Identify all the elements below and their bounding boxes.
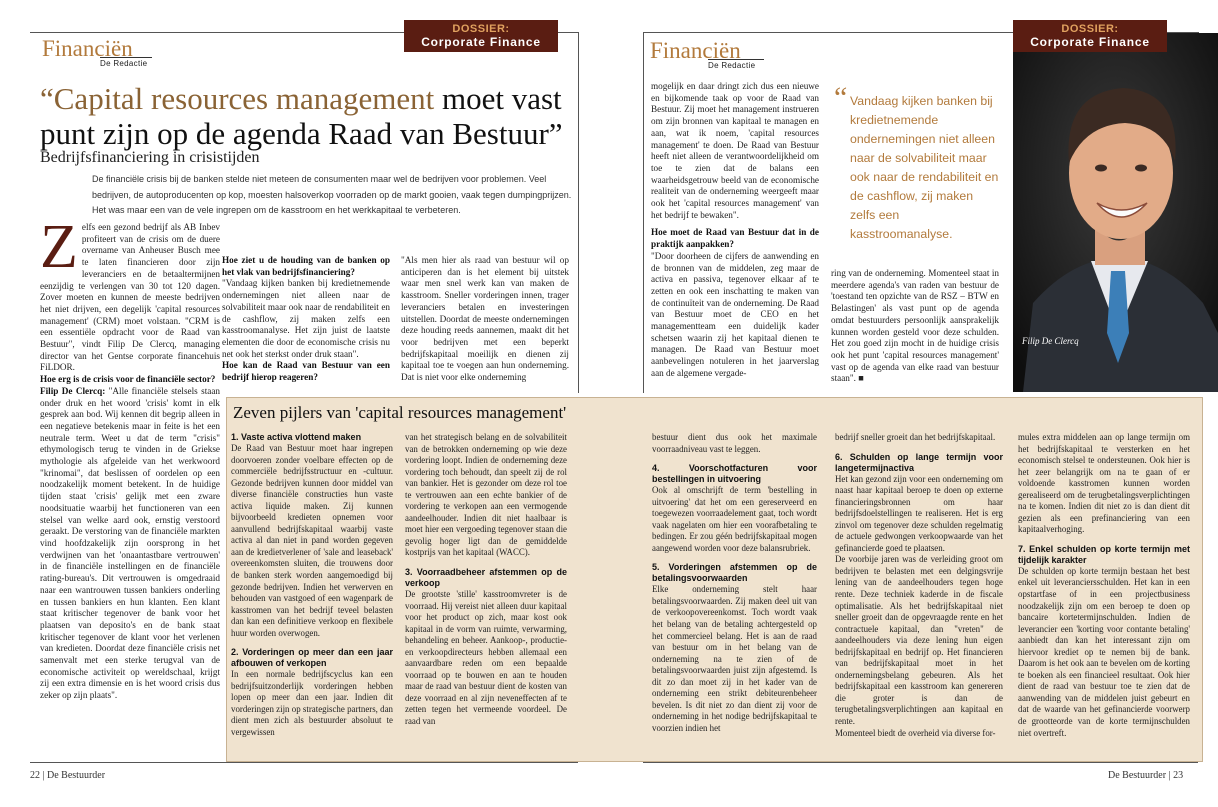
pillar-4-text: Ook al omschrijft de term 'bestelling in uitvoering' dat het om een gereserveerd en toegewezen voorraadelement gaat, toch wordt vaak nagelaten om hier een voorafbetaling te bedingen. Er zou géén bedrijfskapitaal mogen aangewend worden voor deze balansrubriek. xyxy=(652,485,817,553)
right-column-2 xyxy=(831,268,999,385)
section-byline-right: De Redactie xyxy=(708,59,764,70)
pillar-6-text-cont: mules extra middelen aan op lange termijn om het bedrijfskapitaal te versterken en het economisch stelsel te ondersteunen. Ook hier is het zeer belangrijk om na te gaan of er voldoende kasstromen kunnen worden gerealiseerd om de terugbetalingsverplichtingen na te komen. Indien dit niet zo is dan dient dit gezien als een prefinanciering van een kapitaalverhoging. xyxy=(1018,432,1190,535)
rc1-p2: "Door doorheen de cijfers de aanwending en de bronnen van de middelen, zeg maar de activa en passiva, tegenover elkaar af te zetten en ook een inschatting te maken van de continuïteit van de onderneming. De Raad van Bestuur moet de CEO en het managementteam een duidelijk kader schetsen waarin zij het kapitaal dienen te managen. De Raad van Bestuur moet aanbevelingen notuleren in het jaarverslag aan de algemene vergade- xyxy=(651,250,819,378)
dossier-label: DOSSIER: xyxy=(452,23,510,35)
pillar-7-text: De schulden op korte termijn bestaan het best enkel uit leveranciersschulden. Het kan in een opstartfase of in een projectbusiness noodzakelijk zijn om een beroep te doen op bancaire kortetermijnschulden. Indien de leverancier een 'korting voor contante betaling' aanbiedt dan kan het interessant zijn om hiervoor krediet op te nemen bij de bank. Daarom is het ook aan te bevelen om de korting te boeken als een financieel resultaat. Ook hier dient de raad van bestuur toe te zien dat de aanwending van de middelen juist gebeurt en dat de waarde van het gefinancierde voorwerp de grootteorde van de korte termijnschulden niet overtreft. xyxy=(1018,565,1190,738)
lc1-p1: elfs een gezond bedrijf als AB Inbev profiteert van de crisis om de duere overname van Anheuser Busch mee te laten financieren door zijn leveranciers en de betaaltermijnen eenzijdig te verlengen van 30 tot 120 dagen. Zover moeten en kunnen de meeste bedrijven het niet drijven, een degelijk 'capital resources management' (CRM) moet volstaan. "CRM is een essentiële opdracht voor de Raad van Bestuur", vindt Filip De Clercq, managing director van het Gentse corporate financehuis FiLDOR. xyxy=(40,222,220,373)
rc1-question: Hoe moet de Raad van Bestuur dat in de praktijk aanpakken? xyxy=(651,227,819,250)
box-column-3 xyxy=(652,432,817,734)
pillar-2-text-cont: van het strategisch belang en de solvabiliteit van de betrokken onderneming op wie deze vordering loopt. Indien de onderneming deze vordering toch behoudt, dan speelt zij de rol van bankier. Het is gezonder om deze rol toe te vertrouwen aan een echte bankier of de vordering te verkopen aan een vermogende aandeelhouder. Indien dit niet haalbaar is moet hier een vergoeding tegenover staan die gevolig hoger ligt dan de gemiddelde kostprijs van het kapitaal (WACC). xyxy=(405,432,567,558)
pillar-5-text: Elke onderneming stelt haar betalingsvoorwaarden. Zij maken deel uit van de verkoopovereenkomst. Toch wordt vaak het belang van de betaling achtergesteld op het commercieel belang. Het is aan de raad van bestuur om in het belang van de onderneming na te zien of de betalingsvoorwaarden juist zijn afgestemd. Is dit zo dan moet zij in het kader van de onderneming een strikt debiteurenbeheer bevelen. Is dit niet zo dan dient zij voor de onderneming in het nodige bedrijfskapitaal te voorzien indien het xyxy=(652,584,817,733)
dossier-tag-right xyxy=(1013,20,1167,52)
box-column-2 xyxy=(405,432,567,728)
drop-cap: Z xyxy=(40,213,78,281)
rc1-p1: mogelijk en daar dringt zich dus een nieuwe en bijkomende taak op voor de Raad van Bestuur. Zij moet het management instrueren om zijn bronnen van kapitaal te managen en aan, wat ik noem, 'capital resources management' te doen. De Raad van Bestuur heeft niet alleen de verantwoordelijkheid om toe te zien dat de balans een waarheidsgetrouw beeld van de economische realiteit van de onderneming weergeeft maar ook het 'capital resources management' van het bedrijf te bewaken". xyxy=(651,81,819,220)
pillar-5-heading: 5. Vorderingen afstemmen op de betalingsvoorwaarden xyxy=(652,562,817,584)
pillar-2-text: In een normale bedrijfscyclus kan een bedrijfsuitzonderlijk vorderingen hebben lopen op meer dan een jaar. Indien dit vorderingen zijn op strategische partners, dan dient men zich als bestuurder absoluut te vergewissen xyxy=(231,669,393,738)
lc1-question: Hoe erg is de crisis voor de financiële sector? xyxy=(40,374,216,385)
magazine-name-left: De Bestuurder xyxy=(47,770,106,781)
pillar-6-text-3: Momenteel biedt de overheid via diverse for- xyxy=(835,727,996,738)
box-column-5 xyxy=(1018,432,1190,739)
lc1-speaker: Filip De Clercq: xyxy=(40,385,106,396)
dossier-label-right: DOSSIER: xyxy=(1061,23,1119,35)
box-column-4 xyxy=(835,432,1003,739)
lc2-p1: "Vandaag kijken banken bij kredietnemende ondernemingen niet alleen naar de solvabiliteit maar ook naar de rendabiliteit en de cashflow, zij maken zelfs een kasstroomanalyse. Het zijn juist de laatste elementen die door de economische crisis nu net ook het sterkst onder druk staan". xyxy=(222,278,390,359)
lc2-question-1: Hoe ziet u de houding van de banken op het vlak van bedrijfsfinanciering? xyxy=(222,255,390,277)
lc2-question-2: Hoe kan de Raad van Bestuur van een bedrijf hierop reageren? xyxy=(222,360,390,383)
folio-sep-left: | xyxy=(42,770,45,781)
headline-accent: “Capital resources management xyxy=(40,81,435,116)
left-column-3 xyxy=(401,255,569,384)
footer-rule-left xyxy=(30,762,578,763)
pillar-6-text-2: De voorbije jaren was de verleiding groot om bedrijven te belasten met een delgingsvrije lening van de aandeelhouders tegen hoge rente. Deze techniek kaderde in de fiscale optimalisatie. Als het bedrijfskapitaal niet sneller groeit dan de opgevraagde rente en het contractuele kapitaal, dan "vreten" de aandeelhouders via deze lening hun eigen bedrijfskapitaal en bedrijf op. Het financieren van bedrijfskapitaal moet in het ondernemingsbelang gebeuren. Als het bedrijfskapitaal een kasstroom kan genereren die groter is dan de terugbetalingsverplichtingen aan kapitaal en rente. xyxy=(835,554,1003,727)
right-column-1 xyxy=(651,81,819,380)
pillar-7-heading: 7. Enkel schulden op korte termijn met tijdelijk karakter xyxy=(1018,543,1190,565)
pillar-3-text-cont: bestuur dient dus ook het maximale voorraadniveau vast te leggen. xyxy=(652,432,817,454)
pillar-1-text: De Raad van Bestuur moet haar ingrepen doorvoeren zonder voelbare effecten op de commerciële bedrijfsstructuur en -cultuur. Gezonde bedrijven kunnen door middel van diverse financiële constructies hun vaste activa liquide maken. Zij kunnen bijvoorbeeld kredieten opnemen voor aanvullend bedrijfskapitaal waarbij vaste activa al dan niet in pand worden gegeven aan de kredietverlener of 'sale and leaseback' overeenkomsten sluiten, die trouwens door de banken sterk worden aangemoedigd bij gezonde bedrijven. Indien het verwerven en behouden van vastgoed of een wagenpark de kasstromen van het bedrijf teveel belasten dan kan een definitieve verkoop en flexibele huur worden overwogen. xyxy=(231,443,393,638)
dossier-tag-left xyxy=(404,20,558,52)
left-column-2 xyxy=(222,255,390,384)
box-title: Zeven pijlers van 'capital resources management' xyxy=(233,403,567,422)
section-title-right: Financiën xyxy=(650,38,741,63)
footer-rule-right xyxy=(643,762,1198,763)
pull-quote-text: Vandaag kijken banken bij kredietnemende ondernemingen niet alleen naar de solvabiliteit maar ook naar de rendabiliteit en de cashflow, zij maken zelfs een kasstroomanalyse. xyxy=(850,94,999,241)
lc3-p1: "Als men hier als raad van bestuur wil op anticiperen dan is het element bij uitstek waar men snel werk kan van maken de kasstroom. Sneller vorderingen innen, trager leveranciers betalen en investeringen uitstellen. Doordat de meeste ondernemingen deze houding reeds aannemen, maakt dit het voor bedrijven met een beperkt bedrijfskapitaal moeilijk en dienen zij kapitaal toe te voegen aan hun onderneming. Dat is niet voor elke onderneming xyxy=(401,255,569,383)
intro-paragraph: De financiële crisis bij de banken stelde niet meteen de consumenten maar wel de bedrijven voor problemen. Veel bedrijven, de autoproducenten op kop, moesten halsoverkop voorraden op de markt gooien, vaak tegen dumpingprijzen. Het was maar een van de vele ingrepen om de kasstroom en het werkkapitaal te verbeteren. xyxy=(92,174,572,215)
pillar-2-heading: 2. Vorderingen op meer dan een jaar afbouwen of verkopen xyxy=(231,647,393,669)
pillar-6-text: Het kan gezond zijn voor een onderneming om naast haar kapitaal beroep te doen op externe financieringsbronnen om haar bedrijfsdoelstellingen te realiseren. Het is erg zinvol om tegenover deze schulden regelmatig de actuele gedwongen verkoopwaarde van het gefinancierde goed te plaatsen. xyxy=(835,473,1003,553)
pillar-5-text-cont: bedrijf sneller groeit dan het bedrijfskapitaal. xyxy=(835,432,996,442)
section-byline: De Redactie xyxy=(100,57,152,68)
pillar-4-heading: 4. Voorschotfacturen voor bestellingen in uitvoering xyxy=(652,463,817,485)
pull-quote xyxy=(834,81,1000,244)
section-title: Financiën xyxy=(42,36,133,61)
lc1-p2: "Alle financiële stelsels staan onder druk en het woord 'crisis' komt in elk gesprek aan bod. Wij kennen dit begrip alleen in een negatieve betekenis maar in feite is het een neutrale term. Weet u dat de term "crisis" ethymologisch terug te vinden in de Griekse mythologie als afgeleide van het werkwoord "krinomai", dat beslissen of oordelen op een noodzakelijk moment betekent. In de huidige tijden staat 'crisis' gelijk met een zware noodsituatie waarbij het functioneren van een stelsel van welke aard ook, ernstig verstoord geraakt. De verstoring van de financiële markten vind hoofdzakelijk zijn oorsprong in het verdwijnen van het 'onaantastbare vertrouwen' in de financiële instellingen en de financiële rating-bureau's. Dit vertrouwen is omgedraaid naar een wantrouwen tussen bankiers onderling en tussen bankiers en hun klanten. Een klant staat kritischer tegenover de bank voor het plaatsen van deposito's en de bank staat kritischer tegenover de klant voor het verlenen van kredieten. Doordat deze financiële crisis net samenvalt met een sterke terugval van de economische activiteit op wereldschaal, krijgt zij een extra dimensie en is het woord crisis dus zeker op zijn plaats". xyxy=(40,385,220,701)
page-number-right: 23 xyxy=(1173,770,1184,781)
pillar-1-heading: 1. Vaste activa vlottend maken xyxy=(231,432,362,442)
pillar-3-heading: 3. Voorraadbeheer afstemmen op de verkoop xyxy=(405,567,567,589)
folio-right xyxy=(1108,770,1183,781)
page-number-left: 22 xyxy=(30,770,40,781)
pillar-6-heading: 6. Schulden op lange termijn voor langetermijnactiva xyxy=(835,451,1003,473)
left-column-1 xyxy=(40,213,220,702)
photo-caption: Filip De Clercq xyxy=(1022,336,1079,346)
dossier-title-right: Corporate Finance xyxy=(1030,35,1150,49)
magazine-name-right: De Bestuurder xyxy=(1108,770,1167,781)
pillar-3-text: De grootste 'stille' kasstroomvreter is de voorraad. Hij vereist niet alleen duur kapitaal voor het product op zich, maar kost ook kapitaal in de vorm van ruimte, verwarming, behandeling en beheer. Aankoop-, productie- en verkoopdirecteurs hebben allemaal een aanvaardbare reden om een bepaalde voorraad op te bouwen en aan te houden maar de raad van bestuur dient de kosten van deze voorraad en al zijn neveneffecten af te zetten tegen het vermeende voordeel. De raad van xyxy=(405,589,567,727)
headline xyxy=(40,81,580,151)
folio-sep-right: | xyxy=(1168,770,1171,781)
folio-left xyxy=(30,770,105,781)
subheadline: Bedrijfsfinanciering in crisistijden xyxy=(40,149,260,166)
box-column-1 xyxy=(231,432,393,739)
headline-rest: moet vast punt zijn op de agenda Raad van Bestuur” xyxy=(40,81,563,151)
end-mark-icon: ■ xyxy=(858,373,864,384)
rc2-p1: ring van de onderneming. Momenteel staat in meerdere agenda's van raden van bestuur de 'toestand ten opzichte van de RSZ – BTW en Belastingen' als vast punt op de agenda omdat bestuurders persoonlijk aansprakelijk kunnen worden gesteld voor deze schulden. Het zou goed zijn mocht in de huidige crisis ook het punt 'capital resources management' vast op de agenda van elke raad van bestuur staan". xyxy=(831,268,999,384)
quote-mark-icon: “ xyxy=(834,81,848,114)
dossier-title: Corporate Finance xyxy=(421,35,541,49)
